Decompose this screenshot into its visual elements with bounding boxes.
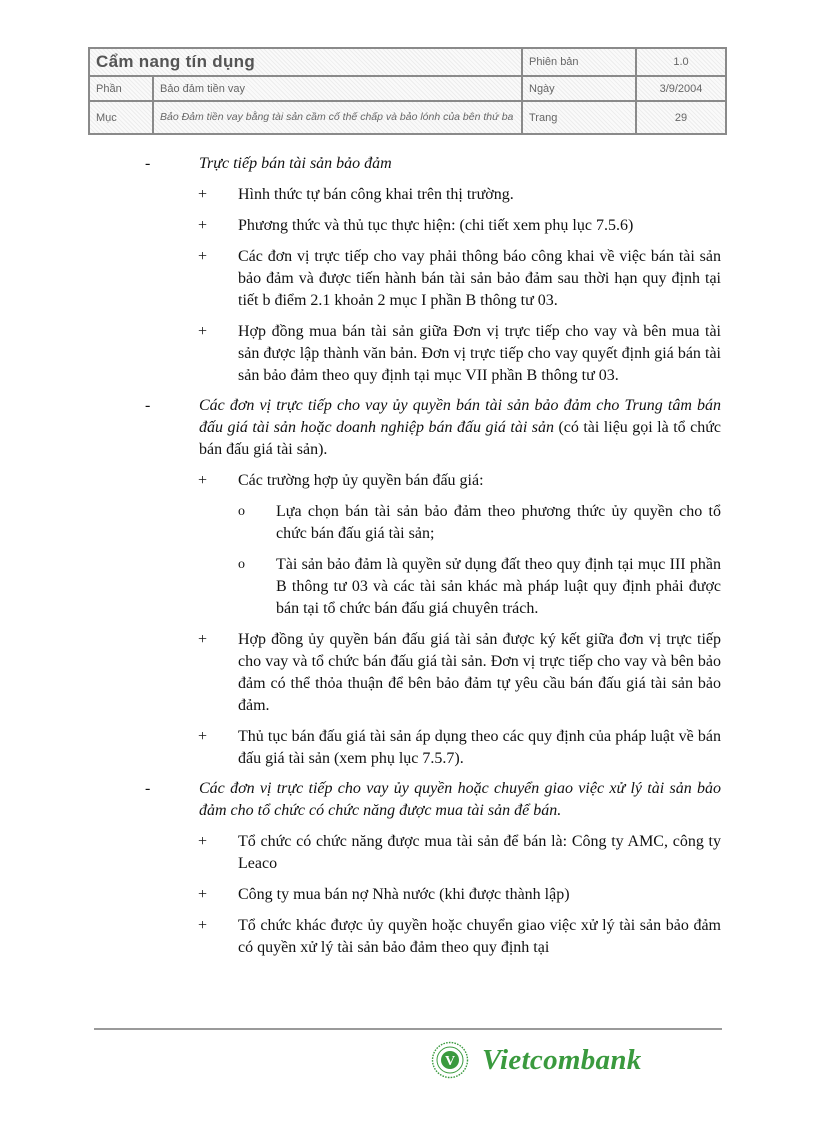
bullet-heading: Các đơn vị trực tiếp cho vay ủy quyền bán tài sản bảo đảm cho Trung tâm bán đấu giá tài sản hoặc doanh nghiệp bán đấu giá tài sản <box>199 397 721 436</box>
plus-marker: + <box>198 217 208 234</box>
sub-item-debt-company <box>198 884 721 906</box>
page-body <box>0 153 816 959</box>
sub-item-text: Hợp đồng mua bán tài sản giữa Đơn vị trực tiếp cho vay và bên mua tài sản được lập thành văn bản. Đơn vị trực tiếp cho vay quyết định giá bán tài sản bảo đảm theo quy định tại mục VII phần B thông tư 03. <box>238 323 721 384</box>
sub-item-text: Công ty mua bán nợ Nhà nước (khi được thành lập) <box>238 886 570 903</box>
plus-marker: + <box>198 886 208 903</box>
vietcombank-seal-icon <box>430 1041 470 1079</box>
sub-sub-item-text: Lựa chọn bán tài sản bảo đảm theo phương thức ủy quyền cho tổ chức bán đấu giá tài sản; <box>276 503 721 542</box>
version-value: 1.0 <box>636 48 726 76</box>
sub-item-public-notice <box>198 246 721 312</box>
sub-item-auction-procedure <box>198 726 721 770</box>
section-value: Bảo đảm tiền vay <box>153 76 522 101</box>
brand-name: Vietcombank <box>482 1044 642 1076</box>
circle-marker: o <box>238 557 245 572</box>
sub-item-text: Tổ chức khác được ủy quyền hoặc chuyển giao việc xử lý tài sản bảo đảm có quyền xử lý tài sản bảo đảm theo quy định tại <box>238 917 721 956</box>
sub-item-text: Tổ chức có chức năng được mua tài sản để bán là: Công ty AMC, công ty Leaco <box>238 833 721 872</box>
sub-sub-item-choice <box>238 501 721 545</box>
svg-text:V: V <box>444 1054 456 1069</box>
plus-marker: + <box>198 323 208 340</box>
plus-marker: + <box>198 472 208 489</box>
sub-item-sale-contract <box>198 321 721 387</box>
bullet-heading: Các đơn vị trực tiếp cho vay ủy quyền hoặc chuyển giao việc xử lý tài sản bảo đảm cho tổ chức có chức năng được mua tài sản để bán. <box>199 780 721 819</box>
page-number: 29 <box>636 101 726 134</box>
version-label: Phiên bản <box>522 48 636 76</box>
section-label: Phần <box>89 76 153 101</box>
document-header-table <box>88 47 727 135</box>
plus-marker: + <box>198 631 208 648</box>
bullet-auction-authorization <box>145 395 721 461</box>
plus-marker: + <box>198 728 208 745</box>
sub-item-procedure <box>198 215 721 237</box>
sub-item-text: Hình thức tự bán công khai trên thị trường. <box>238 186 514 203</box>
sub-item-public-sale <box>198 184 721 206</box>
vietcombank-logo <box>430 1040 710 1080</box>
bullet-transfer-handling <box>145 778 721 822</box>
circle-marker: o <box>238 504 245 519</box>
sub-item-text: Các đơn vị trực tiếp cho vay phải thông báo công khai về việc bán tài sản bảo đảm và được tiến hành bán tài sản bảo đảm sau thời hạn quy định tại tiết b điểm 2.1 khoản 2 mục I phần B thông tư 03. <box>238 248 721 309</box>
plus-marker: + <box>198 833 208 850</box>
plus-marker: + <box>198 917 208 934</box>
sub-sub-item-text: Tài sản bảo đảm là quyền sử dụng đất theo quy định tại mục III phần B thông tư 03 và các tài sản khác mà pháp luật quy định phải được bán tại tổ chức bán đấu giá chuyên trách. <box>276 556 721 617</box>
sub-sub-item-land-rights <box>238 554 721 620</box>
date-label: Ngày <box>522 76 636 101</box>
plus-marker: + <box>198 186 208 203</box>
dash-marker: - <box>145 155 151 172</box>
page-label: Trang <box>522 101 636 134</box>
sub-item-auction-contract <box>198 629 721 717</box>
sub-item-text: Phương thức và thủ tục thực hiện: (chi tiết xem phụ lục 7.5.6) <box>238 217 634 234</box>
bullet-heading: Trực tiếp bán tài sản bảo đảm <box>199 155 392 172</box>
dash-marker: - <box>145 397 151 414</box>
item-value: Bảo Đảm tiền vay bằng tài sản cầm cố thế chấp và bảo lónh của bên thứ ba <box>153 101 522 134</box>
bullet-direct-sale <box>145 153 721 175</box>
sub-item-text: Thủ tục bán đấu giá tài sản áp dụng theo các quy định của pháp luật về bán đấu giá tài sản (xem phụ lục 7.5.7). <box>238 728 721 767</box>
bullet-note: (có tài liệu gọi là tổ chức bán đấu giá tài sản). <box>199 419 721 458</box>
item-label: Mục <box>89 101 153 134</box>
dash-marker: - <box>145 780 151 797</box>
document-title: Cẩm nang tín dụng <box>89 48 522 76</box>
footer-divider <box>94 1028 722 1030</box>
sub-item-auction-cases <box>198 470 721 492</box>
date-value: 3/9/2004 <box>636 76 726 101</box>
plus-marker: + <box>198 248 208 265</box>
sub-item-other-organizations <box>198 915 721 959</box>
sub-item-text: Các trường hợp ủy quyền bán đấu giá: <box>238 472 484 489</box>
sub-item-organizations <box>198 831 721 875</box>
sub-item-text: Hợp đồng ủy quyền bán đấu giá tài sản được ký kết giữa đơn vị trực tiếp cho vay và tổ chức bán đấu giá tài sản. Đơn vị trực tiếp cho vay và bên bảo đảm có thể thỏa thuận để bên bảo đảm tự yêu cầu bán đấu giá tài sản bảo đảm. <box>238 631 721 714</box>
